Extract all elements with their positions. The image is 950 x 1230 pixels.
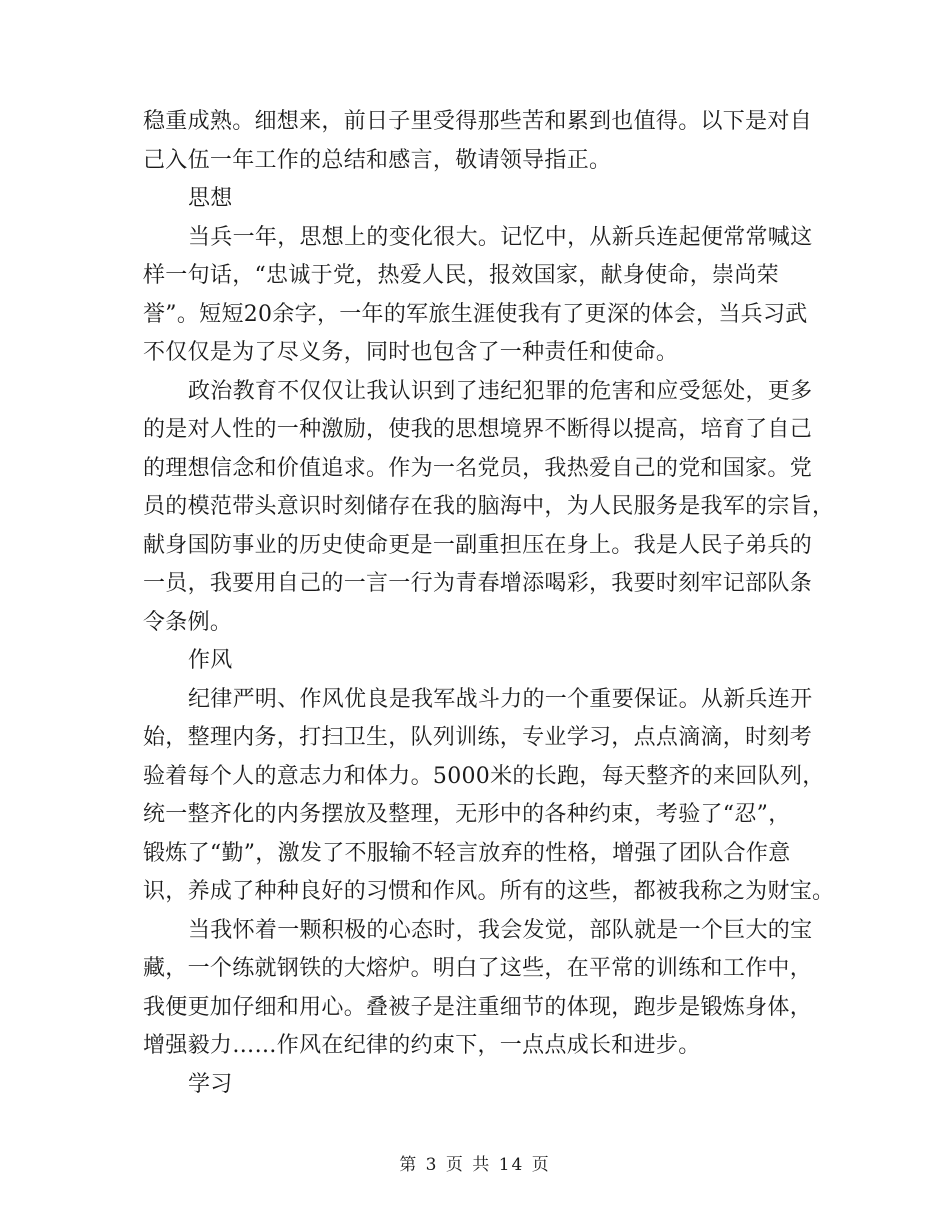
text-line: 学习: [188, 1071, 233, 1097]
text-line: 锻炼了“勤”，激发了不服输不轻言放弃的性格，增强了团队合作意: [143, 840, 791, 866]
page-footer: 第 3 页 共 14 页: [399, 1155, 551, 1175]
text-line: 己入伍一年工作的总结和感言，敬请领导指正。: [143, 147, 612, 173]
text-line: 作风: [188, 648, 233, 673]
text-line: 令条例。: [143, 609, 233, 635]
text-line: 的是对人性的一种激励，使我的思想境界不断得以提高，培育了自己: [143, 417, 813, 442]
text-line: 誉”。短短20余字，一年的军旅生涯使我有了更深的体会，当兵习武: [143, 301, 808, 327]
text-line: 员的模范带头意识时刻储存在我的脑海中，为人民服务是我军的宗旨，: [143, 494, 835, 519]
text-line: 增强毅力……作风在纪律的约束下，一点点成长和进步。: [143, 1033, 701, 1058]
text-line: 纪律严明、作风优良是我军战斗力的一个重要保证。从新兵连开: [188, 686, 813, 712]
text-line: 始，整理内务，打扫卫生，队列训练，专业学习，点点滴滴，时刻考: [143, 725, 813, 750]
text-line: 政治教育不仅仅让我认识到了违纪犯罪的危害和应受惩处，更多: [188, 378, 813, 404]
text-line: 我便更加仔细和用心。叠被子是注重细节的体现，跑步是锻炼身体，: [143, 994, 813, 1020]
text-line: 一员，我要用自己的一言一行为青春增添喝彩，我要时刻牢记部队条: [143, 571, 813, 596]
text-line: 献身国防事业的历史使命更是一副重担压在身上。我是人民子弟兵的: [143, 532, 813, 558]
document-body: [143, 103, 835, 1104]
text-line: 思想: [188, 186, 233, 211]
text-line: 当兵一年，思想上的变化很大。记忆中，从新兵连起便常常喊这: [188, 224, 813, 250]
text-line: 稳重成熟。细想来，前日子里受得那些苦和累到也值得。以下是对自: [143, 109, 813, 134]
text-line: 识，养成了种种良好的习惯和作风。所有的这些，都被我称之为财宝。: [143, 879, 835, 904]
text-line: 验着每个人的意志力和体力。5000米的长跑，每天整齐的来回队列，: [143, 763, 825, 789]
text-line: 藏，一个练就钢铁的大熔炉。明白了这些，在平常的训练和工作中，: [143, 956, 813, 981]
text-line: 统一整齐化的内务摆放及整理，无形中的各种约束，考验了“忍”，: [143, 802, 791, 827]
text-line: 当我怀着一颗积极的心态时，我会发觉，部队就是一个巨大的宝: [188, 917, 813, 943]
text-line: 的理想信念和价值追求。作为一名党员，我热爱自己的党和国家。党: [143, 455, 813, 481]
text-line: 样一句话，“忠诚于党，热爱人民，报效国家，献身使命，崇尚荣: [143, 263, 779, 288]
text-line: 不仅仅是为了尽义务，同时也包含了一种责任和使命。: [143, 340, 679, 365]
